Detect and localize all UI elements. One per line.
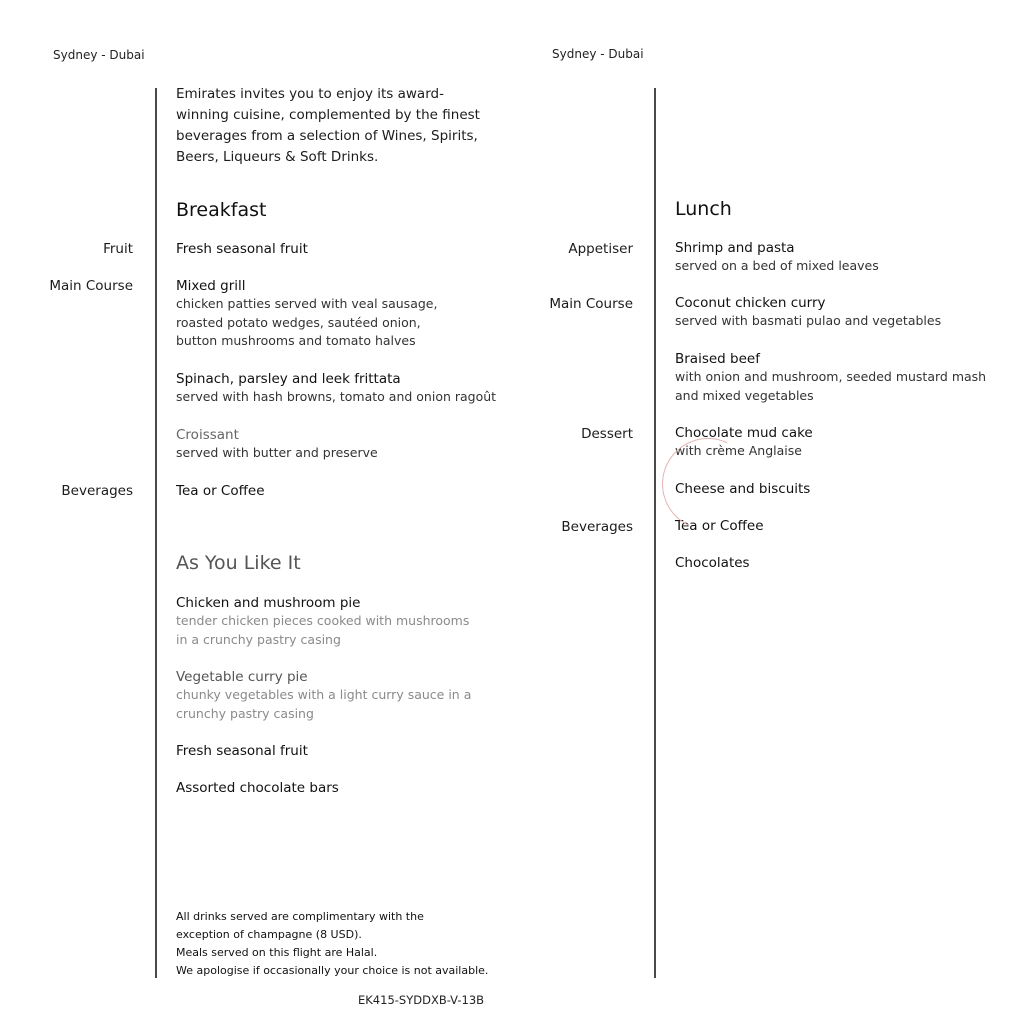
croissant-item [176, 426, 378, 463]
item-name: Fresh seasonal fruit [176, 241, 308, 257]
item-name: Chicken and mushroom pie [176, 595, 361, 611]
as-you-like-it-heading: As You Like It [176, 552, 301, 574]
footnote-line: Meals served on this flight are Halal. [176, 946, 378, 959]
item-description: with onion and mushroom, seeded mustard mash and mixed vegetables [675, 369, 987, 403]
item-name: Tea or Coffee [176, 483, 265, 499]
footnote [176, 908, 488, 980]
category-main-course: Main Course [49, 278, 133, 294]
category-appetiser: Appetiser [568, 241, 633, 257]
chocolate-bars-item [176, 779, 339, 797]
item-name: Assorted chocolate bars [176, 780, 339, 796]
item-name: Tea or Coffee [675, 518, 764, 534]
item-description: served with butter and preserve [176, 445, 378, 460]
category-beverages-lunch: Beverages [561, 519, 633, 535]
footnote-line: exception of champagne (8 USD). [176, 928, 362, 941]
category-beverages: Beverages [61, 483, 133, 499]
item-name: Braised beef [675, 351, 760, 367]
breakfast-heading: Breakfast [176, 199, 267, 221]
item-name: Spinach, parsley and leek frittata [176, 371, 401, 387]
item-description: with crème Anglaise [675, 443, 802, 458]
item-name: Cheese and biscuits [675, 481, 811, 497]
menu-code: EK415-SYDDXB-V-13B [358, 993, 485, 1007]
item-description: served with basmati pulao and vegetables [675, 313, 942, 328]
item-name: Fresh seasonal fruit [176, 743, 308, 759]
item-name: Mixed grill [176, 278, 246, 294]
route-label-left: Sydney - Dubai [53, 48, 145, 62]
item-description: chunky vegetables with a light curry sauce in a crunchy pastry casing [176, 687, 472, 721]
chocolates-item [675, 554, 750, 572]
right-column-divider [654, 88, 656, 978]
coconut-curry-item [675, 294, 941, 331]
item-name: Croissant [176, 427, 239, 443]
item-description: served with hash browns, tomato and onion ragoût [176, 389, 497, 404]
item-name: Shrimp and pasta [675, 240, 795, 256]
shrimp-pasta-item [675, 239, 879, 276]
item-description: served on a bed of mixed leaves [675, 258, 879, 273]
aylit-fruit-item [176, 742, 308, 760]
category-fruit: Fruit [103, 241, 133, 257]
lunch-heading: Lunch [675, 198, 732, 220]
item-description: chicken patties served with veal sausage, roasted potato wedges, sautéed onion, button mushrooms and tomato halves [176, 296, 438, 348]
vegetable-pie-item [176, 668, 471, 723]
item-description: tender chicken pieces cooked with mushrooms in a crunchy pastry casing [176, 613, 470, 647]
breakfast-fruit-item [176, 240, 308, 258]
braised-beef-item [675, 350, 986, 405]
chicken-pie-item [176, 594, 469, 649]
intro-text: Emirates invites you to enjoy its award-winning cuisine, complemented by the finest beverages from a selection of Wines, Spirits, Beers, Liqueurs & Soft Drinks. [176, 86, 480, 165]
footnote-line: We apologise if occasionally your choice is not available. [176, 964, 489, 977]
footnote-line: All drinks served are complimentary with the [176, 910, 424, 923]
frittata-item [176, 370, 496, 407]
item-name: Vegetable curry pie [176, 669, 308, 685]
item-name: Chocolates [675, 555, 750, 571]
item-name: Chocolate mud cake [675, 425, 813, 441]
route-label-right: Sydney - Dubai [552, 47, 644, 61]
left-column-divider [155, 88, 157, 978]
breakfast-beverage-item [176, 482, 265, 500]
item-name: Coconut chicken curry [675, 295, 826, 311]
mixed-grill-item [176, 277, 437, 351]
category-dessert: Dessert [581, 426, 633, 442]
category-main-course-lunch: Main Course [549, 296, 633, 312]
